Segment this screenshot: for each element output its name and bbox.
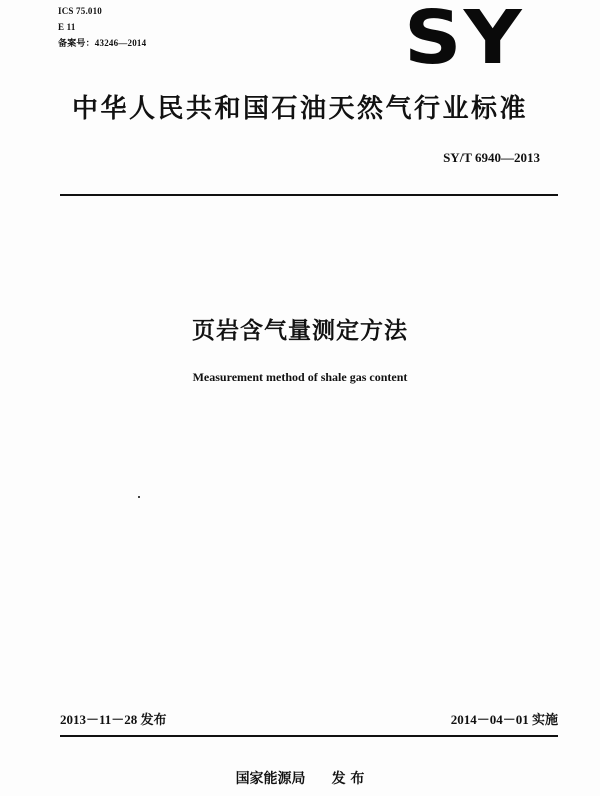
standard-category-title: 中华人民共和国石油天然气行业标准 [71,94,528,124]
ics-code: ICS 75.010 [58,6,103,16]
issue-date: 2013－11－28 发布 [60,712,167,727]
document-title-english: Measurement method of shale gas content [192,370,408,384]
standard-code: SY/T 6940—2013 [443,150,540,165]
document-title-chinese: 页岩含气量测定方法 [192,318,408,344]
implementation-date: 2014－04－01 实施 [450,712,558,727]
issue-word: 发 布 [331,771,365,787]
scan-speck [138,496,140,498]
sy-logo: SY [404,0,524,81]
ccs-code: E 11 [58,22,76,32]
issuer-name: 国家能源局 [235,771,306,787]
filing-number: 备案号：43246—2014 [58,38,147,48]
top-divider [60,194,558,196]
bottom-divider [60,735,558,737]
issuer-line [0,770,600,788]
